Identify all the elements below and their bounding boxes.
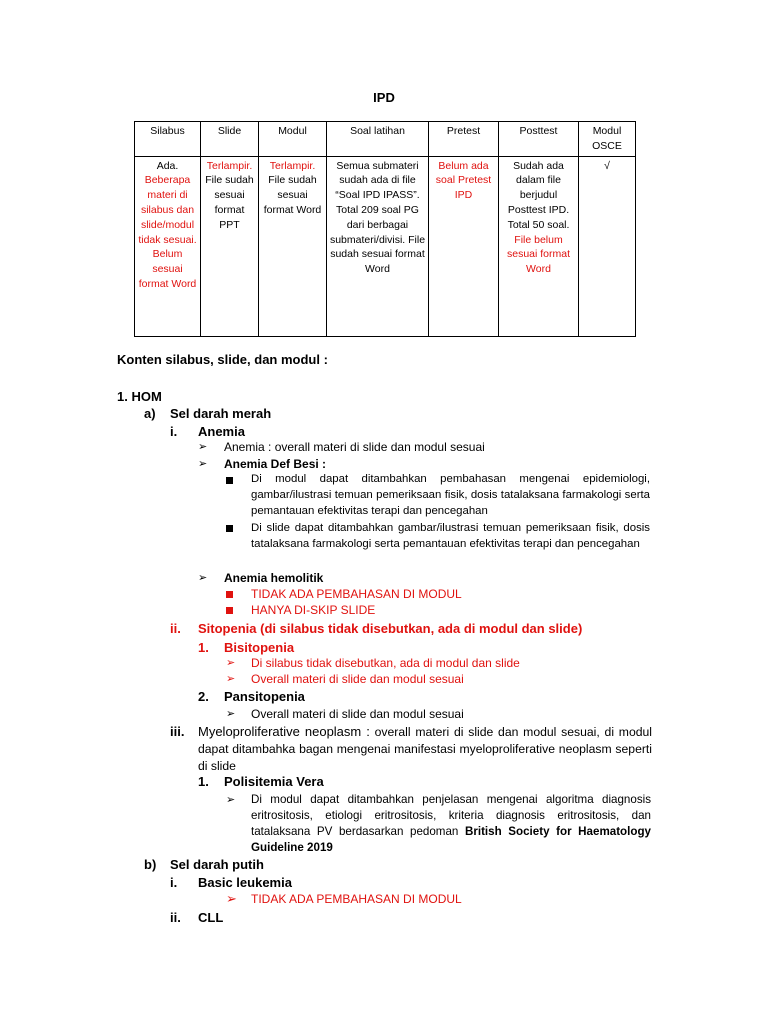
polisitemia-vera-heading: Polisitemia Vera xyxy=(224,774,324,789)
section-hom: 1. HOM xyxy=(117,389,162,404)
sitopenia-heading: Sitopenia (di silabus tidak disebutkan, ada di modul dan slide) xyxy=(198,621,583,636)
cell-silabus xyxy=(135,156,201,336)
square-bullet-icon xyxy=(226,591,233,598)
marker-2-pansi: 2. xyxy=(198,689,209,704)
arrow-bullet-icon: ➢ xyxy=(198,458,208,470)
anemia-def-besi: Anemia Def Besi : xyxy=(224,457,327,471)
bisi-note-2: Overall materi di slide dan modul sesuai xyxy=(251,672,464,686)
pv-paragraph xyxy=(251,792,651,856)
table-header-row xyxy=(135,122,636,157)
sel-darah-merah: Sel darah merah xyxy=(170,406,272,421)
header-posttest: Posttest xyxy=(499,122,579,157)
marker-b: b) xyxy=(144,857,157,872)
cell-osce xyxy=(579,156,636,336)
pansi-note-1: Overall materi di slide dan modul sesuai xyxy=(251,707,464,721)
bisitopenia-heading: Bisitopenia xyxy=(224,640,295,655)
marker-1-bisi: 1. xyxy=(198,640,209,655)
silabus-note: Beberapa materi di silabus dan slide/modul tidak sesuai. Belum sesuai format Word xyxy=(138,174,197,290)
arrow-bullet-icon: ➢ xyxy=(226,891,237,906)
marker-1-pv: 1. xyxy=(198,774,209,789)
cell-soal: Semua submateri sudah ada di file “Soal IPD IPASS”. Total 209 soal PG dari berbagai submateri/divisi. File sudah sesuai format Word xyxy=(327,156,429,336)
square-bullet-icon xyxy=(226,607,233,614)
mpn-paragraph xyxy=(198,723,652,775)
header-soal-latihan: Soal latihan xyxy=(327,122,429,157)
cell-slide xyxy=(201,156,259,336)
sel-darah-putih: Sel darah putih xyxy=(170,857,264,872)
hemolitik-note-2: HANYA DI-SKIP SLIDE xyxy=(251,603,376,617)
header-pretest: Pretest xyxy=(429,122,499,157)
basic-leukemia-heading: Basic leukemia xyxy=(198,875,292,890)
modul-note: File sudah sesuai format Word xyxy=(263,174,322,216)
check-icon: √ xyxy=(604,159,610,172)
header-slide: Slide xyxy=(201,122,259,157)
mpn-text: overall materi di slide dan modul sesuai, di modul dapat ditambahka bagan mengenai manifestasi myeloproliferative neoplasm seperti di slide xyxy=(198,725,652,773)
pv-guideline: British Society for Haematology Guideline 2019 xyxy=(251,825,651,854)
cell-pretest: Belum ada soal Pretest IPD xyxy=(429,156,499,336)
cell-modul xyxy=(259,156,327,336)
anemia-overall: Anemia : overall materi di slide dan modul sesuai xyxy=(224,440,485,454)
anemia-heading: Anemia xyxy=(198,424,245,439)
table-row xyxy=(135,156,636,336)
silabus-status: Ada. xyxy=(156,159,179,172)
anemia-hemolitik: Anemia hemolitik xyxy=(224,571,324,585)
square-bullet-icon xyxy=(226,525,233,532)
marker-b-i: i. xyxy=(170,875,178,890)
status-table xyxy=(134,121,636,337)
bisi-note-1: Di silabus tidak disebutkan, ada di modul dan slide xyxy=(251,656,520,670)
pv-text: Di modul dapat ditambahkan penjelasan mengenai algoritma diagnosis eritrositosis, etiologi eritrositosis, kriteria diagnosis eritrositosis, dan tatalaksana PV berdasarkan pedoman xyxy=(251,793,651,838)
def-besi-note-1: Di modul dapat ditambahkan pembahasan mengenai epidemiologi, gambar/ilustrasi temuan pemeriksaan fisik, dosis tatalaksana farmakologi serta pemantauan efektivitas terapi dan pencegahan xyxy=(251,473,650,517)
slide-attached: Terlampir. xyxy=(206,159,253,172)
header-modul-osce: Modul OSCE xyxy=(579,122,636,157)
header-modul: Modul xyxy=(259,122,327,157)
marker-b-ii: ii. xyxy=(170,910,181,925)
marker-iii: iii. xyxy=(170,724,185,739)
arrow-bullet-icon: ➢ xyxy=(226,657,236,669)
basic-note-1: TIDAK ADA PEMBAHASAN DI MODUL xyxy=(251,892,462,906)
arrow-bullet-icon: ➢ xyxy=(198,441,208,453)
arrow-bullet-icon: ➢ xyxy=(226,794,236,806)
modul-attached: Terlampir. xyxy=(269,159,316,172)
def-besi-note-2: Di slide dapat ditambahkan gambar/ilustrasi temuan pemeriksaan fisik, dosis tatalaksana farmakologi serta pemantauan efektivitas terapi dan pencegahan xyxy=(251,522,650,550)
mpn-heading: Myeloproliferative neoplasm : xyxy=(198,724,370,739)
marker-ii: ii. xyxy=(170,621,181,636)
cell-posttest xyxy=(499,156,579,336)
arrow-bullet-icon: ➢ xyxy=(226,673,236,685)
square-bullet-icon xyxy=(226,477,233,484)
marker-i: i. xyxy=(170,424,178,439)
posttest-note: Sudah ada dalam file berjudul Posttest IPD. Total 50 soal. xyxy=(507,159,570,231)
arrow-bullet-icon: ➢ xyxy=(198,572,208,584)
cll-heading: CLL xyxy=(198,910,224,925)
slide-note: File sudah sesuai format PPT xyxy=(205,174,254,231)
header-silabus: Silabus xyxy=(135,122,201,157)
hemolitik-note-1: TIDAK ADA PEMBAHASAN DI MODUL xyxy=(251,587,462,601)
posttest-format-note: File belum sesuai format Word xyxy=(506,233,571,276)
konten-heading: Konten silabus, slide, dan modul : xyxy=(117,352,328,367)
marker-a: a) xyxy=(144,406,156,421)
page-title: IPD xyxy=(373,90,395,105)
arrow-bullet-icon: ➢ xyxy=(226,708,236,720)
pansitopenia-heading: Pansitopenia xyxy=(224,689,305,704)
